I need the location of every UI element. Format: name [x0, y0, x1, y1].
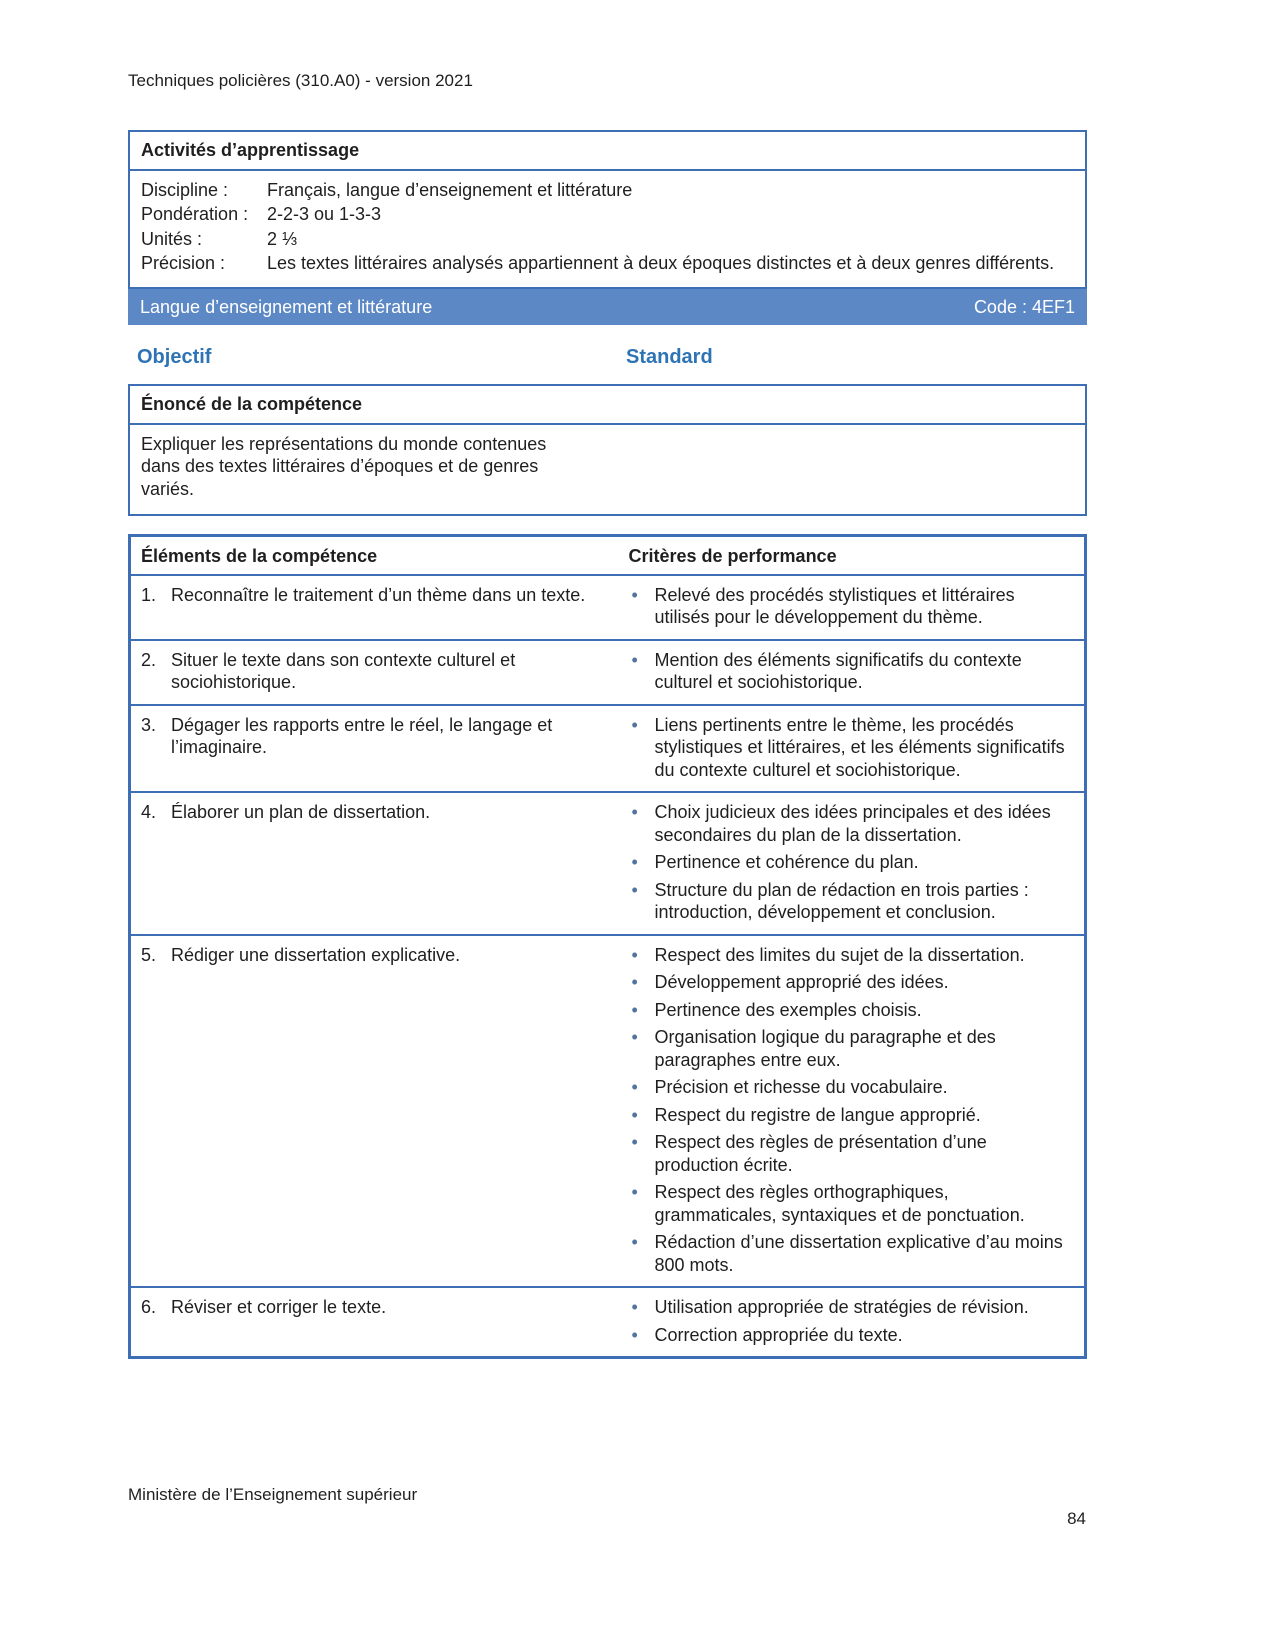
element-text: Reconnaître le traitement d’un thème dans un texte. [171, 584, 586, 605]
field-row [141, 203, 1074, 226]
criteria-item [629, 851, 1075, 874]
field-value: Les textes littéraires analysés appartiennent à deux époques distinctes et à deux genres différents. [267, 253, 1055, 273]
element-cell [130, 705, 619, 793]
element-number: 4. [141, 802, 157, 822]
criteria-cell [619, 935, 1086, 1288]
element-text: Dégager les rapports entre le réel, le langage et l’imaginaire. [171, 714, 553, 757]
criteria-item [629, 1296, 1075, 1319]
enonce-box-title: Énoncé de la compétence [130, 386, 1085, 425]
bullet-icon: • [631, 1324, 638, 1345]
course-bar [128, 289, 1087, 326]
criteria-item [629, 584, 1075, 629]
bullet-icon: • [631, 802, 638, 822]
element-cell [130, 640, 619, 705]
element-number: 1. [141, 584, 157, 605]
bullet-icon: • [631, 1104, 638, 1125]
field-label: Unités : [141, 228, 203, 249]
element-number: 2. [141, 649, 157, 670]
enonce-box-content [130, 425, 1085, 515]
element-text: Situer le texte dans son contexte culturel et sociohistorique. [171, 649, 516, 692]
criteria-text: Précision et richesse du vocabulaire. [654, 1077, 948, 1097]
criteria-item [629, 1104, 1075, 1127]
document-header: Techniques policières (310.A0) - version 2021 [128, 71, 473, 90]
element-number: 6. [141, 1297, 157, 1317]
criteria-text: Développement approprié des idées. [654, 972, 949, 992]
criteria-item [629, 1181, 1075, 1226]
criteria-list [629, 944, 1075, 1277]
criteria-item [629, 879, 1075, 924]
table-row [130, 935, 1086, 1288]
bullet-icon: • [631, 584, 638, 605]
bullet-icon: • [631, 944, 638, 965]
criteria-text: Choix judicieux des idées principales et des idées secondaires du plan de la dissertation. [654, 802, 1051, 845]
bullet-icon: • [631, 972, 638, 992]
bullet-icon: • [631, 1232, 638, 1252]
course-bar-title: Langue d’enseignement et littérature [140, 296, 433, 317]
criteria-text: Utilisation appropriée de stratégies de révision. [654, 1297, 1029, 1317]
activities-box-title: Activités d’apprentissage [130, 132, 1085, 171]
criteria-list [629, 801, 1075, 924]
criteria-text: Respect des limites du sujet de la dissertation. [654, 944, 1025, 965]
bullet-icon: • [631, 999, 638, 1020]
criteria-item [629, 999, 1075, 1022]
criteria-text: Pertinence et cohérence du plan. [654, 852, 919, 872]
criteres-column-header: Critères de performance [619, 536, 1086, 575]
bullet-icon: • [631, 852, 638, 872]
table-row [130, 792, 1086, 935]
element-cell [130, 792, 619, 935]
field-label: Pondération : [141, 204, 249, 224]
competence-table [128, 534, 1087, 1359]
field-value: Français, langue d’enseignement et littérature [267, 179, 633, 200]
criteria-text: Respect des règles de présentation d’une production écrite. [654, 1132, 987, 1175]
criteria-item [629, 1026, 1075, 1071]
criteria-list [629, 1296, 1075, 1346]
enonce-box [128, 384, 1087, 516]
criteria-item [629, 714, 1075, 782]
enonce-text: Expliquer les représentations du monde contenues dans des textes littéraires d’époques et de genres variés. [141, 433, 547, 499]
element-number: 5. [141, 944, 157, 965]
criteria-list [629, 649, 1075, 694]
criteria-text: Mention des éléments significatifs du contexte culturel et sociohistorique. [654, 649, 1022, 692]
criteria-text: Structure du plan de rédaction en trois parties : introduction, développement et conclusion. [654, 879, 1029, 922]
field-row [141, 228, 1074, 251]
element-cell [130, 575, 619, 640]
table-row [130, 575, 1086, 640]
criteria-text: Respect des règles orthographiques, grammaticales, syntaxiques et de ponctuation. [654, 1182, 1025, 1225]
table-header-row [130, 536, 1086, 575]
criteria-text: Organisation logique du paragraphe et des paragraphes entre eux. [654, 1027, 996, 1070]
section-headings-row [128, 345, 1087, 370]
activities-box [128, 130, 1087, 289]
criteria-item [629, 649, 1075, 694]
criteria-text: Liens pertinents entre le thème, les procédés stylistiques et littéraires, et les éléments significatifs du contexte culturel et sociohistorique. [654, 714, 1065, 780]
criteria-item [629, 944, 1075, 967]
criteria-list [629, 714, 1075, 782]
field-value: 2 ⅓ [267, 228, 298, 249]
element-text: Élaborer un plan de dissertation. [171, 802, 431, 822]
criteria-item [629, 1231, 1075, 1276]
criteria-cell [619, 792, 1086, 935]
bullet-icon: • [631, 879, 638, 900]
criteria-item [629, 1131, 1075, 1176]
element-text: Réviser et corriger le texte. [171, 1297, 387, 1317]
field-label: Précision : [141, 253, 226, 273]
field-row [141, 179, 1074, 202]
criteria-item [629, 971, 1075, 994]
page-number: 84 [1067, 1509, 1086, 1528]
course-code: Code : 4EF1 [973, 296, 1075, 317]
criteria-text: Rédaction d’une dissertation explicative d’au moins 800 mots. [654, 1232, 1063, 1275]
criteria-cell [619, 1287, 1086, 1358]
table-row [130, 1287, 1086, 1358]
criteria-item [629, 801, 1075, 846]
element-cell [130, 1287, 619, 1358]
criteria-text: Relevé des procédés stylistiques et littéraires utilisés pour le développement du thème. [654, 584, 1015, 627]
bullet-icon: • [631, 1027, 638, 1047]
element-number: 3. [141, 714, 157, 735]
element-cell [130, 935, 619, 1288]
criteria-cell [619, 575, 1086, 640]
field-label: Discipline : [141, 179, 229, 200]
criteria-cell [619, 705, 1086, 793]
page-content [128, 130, 1087, 1359]
document-footer: Ministère de l’Enseignement supérieur [128, 1485, 418, 1504]
criteria-text: Correction appropriée du texte. [654, 1324, 903, 1345]
bullet-icon: • [631, 1132, 638, 1152]
element-text: Rédiger une dissertation explicative. [171, 944, 461, 965]
objectif-heading: Objectif [137, 346, 212, 368]
criteria-item [629, 1324, 1075, 1347]
criteria-text: Pertinence des exemples choisis. [654, 999, 922, 1020]
bullet-icon: • [631, 649, 638, 670]
criteria-cell [619, 640, 1086, 705]
criteria-list [629, 584, 1075, 629]
elements-column-header: Éléments de la compétence [130, 536, 619, 575]
criteria-item [629, 1076, 1075, 1099]
bullet-icon: • [631, 1182, 638, 1202]
activities-fields [130, 171, 1085, 287]
table-row [130, 640, 1086, 705]
bullet-icon: • [631, 1077, 638, 1097]
table-row [130, 705, 1086, 793]
field-row [141, 252, 1074, 275]
bullet-icon: • [631, 1297, 638, 1317]
competence-table-body [130, 575, 1086, 1358]
bullet-icon: • [631, 714, 638, 735]
criteria-text: Respect du registre de langue approprié. [654, 1104, 981, 1125]
field-value: 2-2-3 ou 1-3-3 [267, 204, 382, 224]
standard-heading: Standard [626, 346, 713, 368]
